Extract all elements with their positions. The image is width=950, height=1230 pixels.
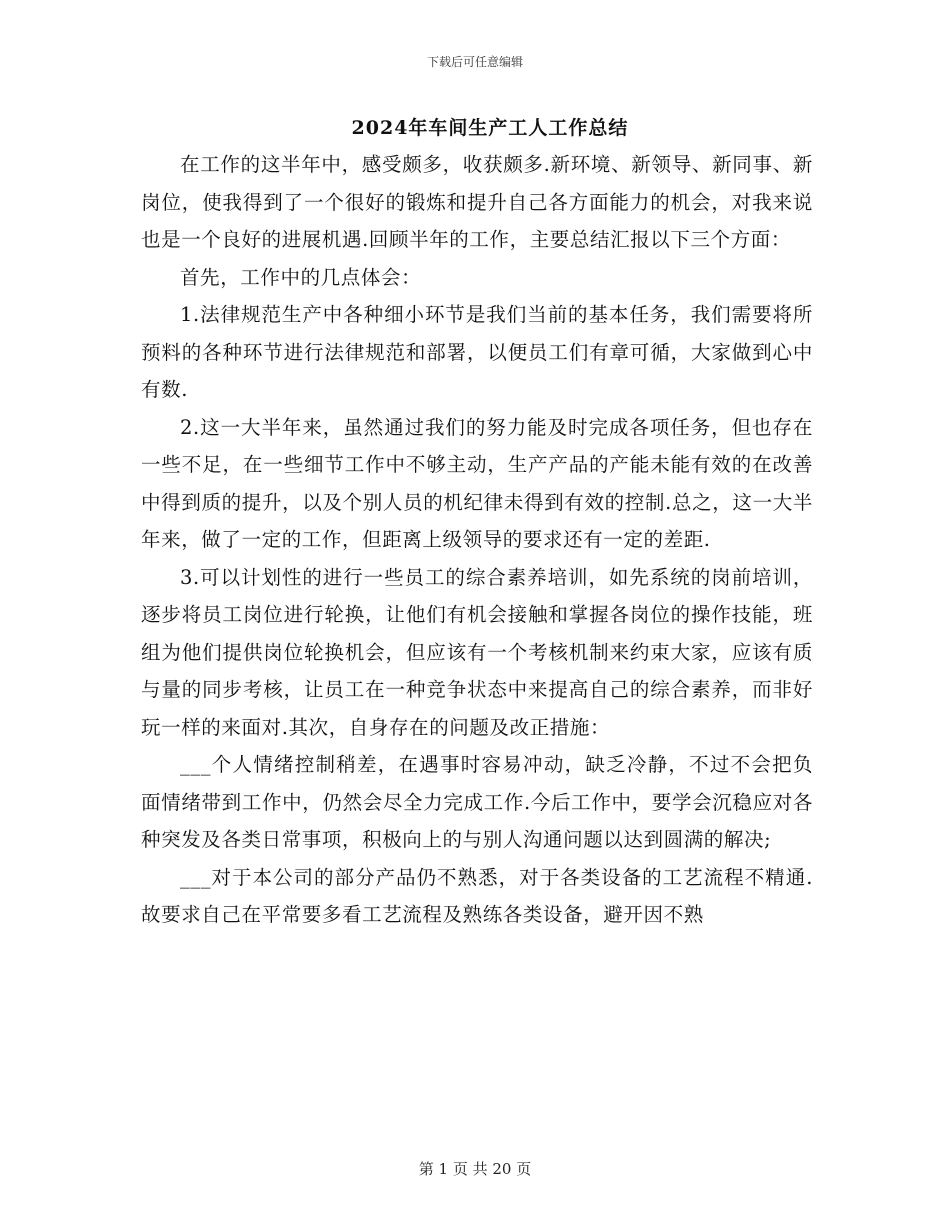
header-note: 下载后可任意编辑 [426, 55, 523, 69]
page-number: 第 1 页 共 20 页 [418, 1160, 532, 1178]
paragraph-issue-1: ___个人情绪控制稍差，在遇事时容易冲动，缺乏冷静，不过不会把负面情绪带到工作中，仍然会尽全力完成工作.今后工作中，要学会沉稳应对各种突发及各类日常事项，积极向上的与别人沟通问题以达到圆满的解决; [141, 753, 813, 851]
paragraph-point-2: 2.这一大半年来，虽然通过我们的努力能及时完成各项任务，但也存在一些不足，在一些细节工作中不够主动，生产产品的产能未能有效的在改善中得到质的提升，以及个别人员的机纪律未得到有效的控制.总之，这一大半年来，做了一定的工作，但距离上级领导的要求还有一定的差距. [141, 415, 813, 551]
document-title: 2024年车间生产工人工作总结 [351, 117, 629, 139]
paragraph-intro: 在工作的这半年中，感受颇多，收获颇多.新环境、新领导、新同事、新岗位，使我得到了一个很好的锻炼和提升自己各方面能力的机会，对我来说也是一个良好的进展机遇.回顾半年的工作，主要总结汇报以下三个方面： [141, 153, 813, 251]
paragraph-point-3: 3.可以计划性的进行一些员工的综合素养培训，如先系统的岗前培训，逐步将员工岗位进行轮换，让他们有机会接触和掌握各岗位的操作技能，班组为他们提供岗位轮换机会，但应该有一个考核机制来约束大家，应该有质与量的同步考核，让员工在一种竞争状态中来提高自己的综合素养，而非好玩一样的来面对.其次，自身存在的问题及改正措施： [141, 565, 813, 739]
paragraph-issue-2: ___对于本公司的部分产品仍不熟悉，对于各类设备的工艺流程不精通.故要求自己在平常要多看工艺流程及熟练各类设备，避开因不熟 [141, 865, 813, 926]
document-body [141, 146, 813, 934]
paragraph-point-1: 1.法律规范生产中各种细小环节是我们当前的基本任务，我们需要将所预料的各种环节进行法律规范和部署，以便员工们有章可循，大家做到心中有数. [141, 303, 813, 401]
paragraph-first-heading: 首先，工作中的几点体会： [180, 265, 422, 289]
